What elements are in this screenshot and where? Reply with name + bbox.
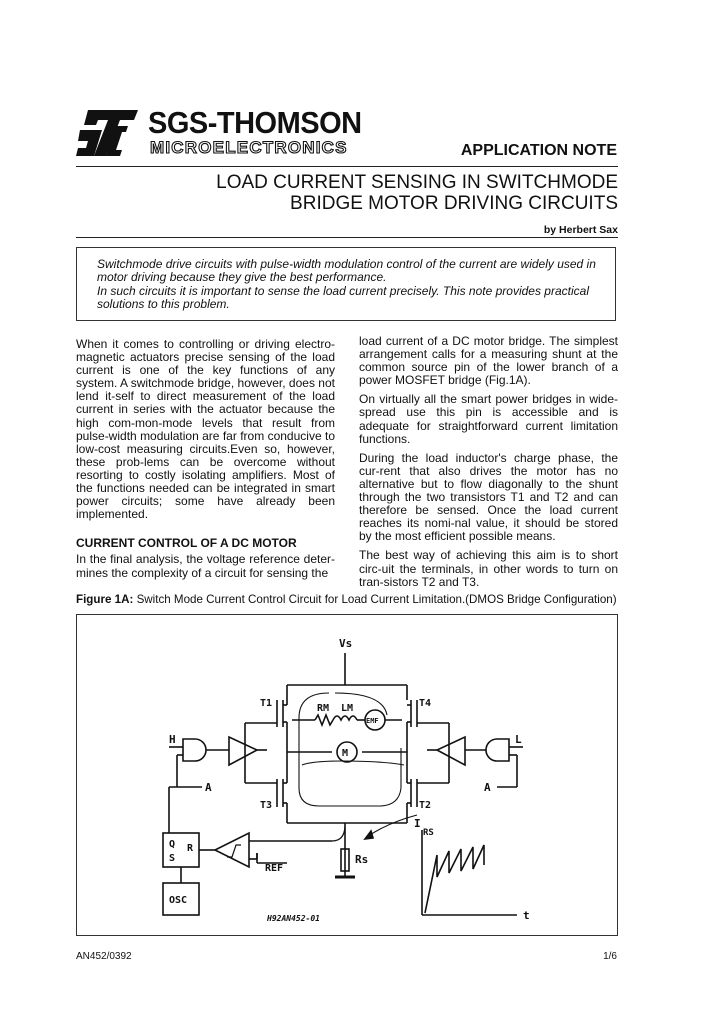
label-l: L (515, 733, 522, 746)
st-logo-icon (76, 108, 140, 158)
label-t1: T1 (260, 698, 273, 709)
label-t-axis: t (523, 909, 530, 922)
paragraph: During the load inductor's charge phase, the cur-rent that also drives the motor has no alternative but to flow diagonally to the shunt through the two transistors T1 and T2 and can therefore be sensed. Once the load current reaches its nomi-nal value, it should be stored by the most efficient possible means. (359, 450, 618, 544)
label-h: H (169, 733, 176, 746)
brand-name: SGS-THOMSON (148, 107, 362, 141)
inductor-lm (333, 716, 357, 720)
paragraph: When it comes to controlling or driving electro-magnetic actuators precise sensing of the load current is one of the key functions of any system. A switchmode bridge, however, does not lend it-self to direct measurement of the load current in series with the actuator because the high com-mon-mode levels that result from pulse-width modulation are far from conducive to low-cost measuring circuits.Even so, however, these prob-lems can be overcome without resorting to costly isolating amplifiers. Most of the functions needed can be integrated in smart power circuits; some have already been implemented. (76, 337, 335, 522)
label-a-right: A (484, 781, 491, 794)
page-number: 1/6 (603, 951, 617, 962)
title-line-1: LOAD CURRENT SENSING IN SWITCHMODE (216, 172, 618, 193)
circuit-diagram (77, 615, 617, 935)
label-q: Q (169, 839, 176, 850)
transistor-t3 (245, 765, 287, 823)
document-type: APPLICATION NOTE (460, 142, 617, 159)
figure-label: Figure 1A: (76, 593, 134, 606)
label-t3: T3 (260, 800, 273, 811)
label-t4: T4 (419, 698, 432, 709)
label-osc: OSC (169, 895, 188, 906)
abstract-line-1: Switchmode drive circuits with pulse-width modulation control of the current are widely used in motor driving because they give the best performance. (97, 257, 596, 285)
label-r: R (187, 843, 194, 854)
brand-subtitle: MICROELECTRONICS (150, 138, 348, 157)
figure-caption (76, 593, 617, 606)
figure-caption-text: Switch Mode Current Control Circuit for Load Current Limitation.(DMOS Bridge Configuration) (133, 593, 617, 606)
left-column (76, 338, 335, 586)
and-gate-left (183, 739, 206, 761)
comparator (215, 833, 249, 867)
title-divider (76, 237, 618, 238)
label-a-left: A (205, 781, 212, 794)
title-line-2: BRIDGE MOTOR DRIVING CIRCUITS (290, 193, 618, 214)
transistor-t2 (407, 765, 449, 823)
section-heading: CURRENT CONTROL OF A DC MOTOR (76, 536, 297, 551)
figure-code: H92AN452-01 (267, 914, 320, 923)
figure-frame (76, 614, 618, 936)
label-m: M (342, 748, 349, 759)
label-rs: Rs (355, 853, 369, 866)
label-s: S (169, 853, 176, 864)
buffer-left (229, 737, 257, 765)
resistor-rm (315, 715, 333, 725)
label-i-subscript: RS (423, 828, 434, 838)
author: by Herbert Sax (543, 224, 618, 236)
buffer-right (437, 737, 465, 765)
label-emf: EMF (366, 717, 379, 725)
label-vs: Vs (339, 637, 353, 650)
label-lm: LM (341, 703, 354, 714)
abstract-box (76, 247, 616, 321)
paragraph: On virtually all the smart power bridges in wide-spread use this pin is accessible and is adequate for straightforward current limitation functions. (359, 392, 618, 446)
paragraph: In the final analysis, the voltage reference deter-mines the complexity of a circuit for sensing the (76, 552, 335, 580)
and-gate-right (486, 739, 509, 761)
header-divider (76, 166, 618, 167)
document-code: AN452/0392 (76, 951, 132, 962)
label-t2: T2 (419, 800, 432, 811)
label-rm: RM (317, 703, 330, 714)
label-ref: REF (265, 863, 284, 874)
right-column (359, 335, 618, 595)
page-title (216, 172, 618, 214)
paragraph: load current of a DC motor bridge. The simplest arrangement calls for a measuring shunt at the common source pin of the lower branch of a power MOSFET bridge (Fig.1A). (359, 334, 618, 388)
paragraph: The best way of achieving this aim is to short circ-uit the terminals, in other words to turn on tran-sistors T2 and T3. (359, 548, 618, 589)
current-waveform (425, 845, 484, 913)
label-i: I (414, 817, 421, 830)
abstract-line-2: In such circuits it is important to sense the load current precisely. This note provides practical solutions to this problem. (97, 283, 589, 311)
